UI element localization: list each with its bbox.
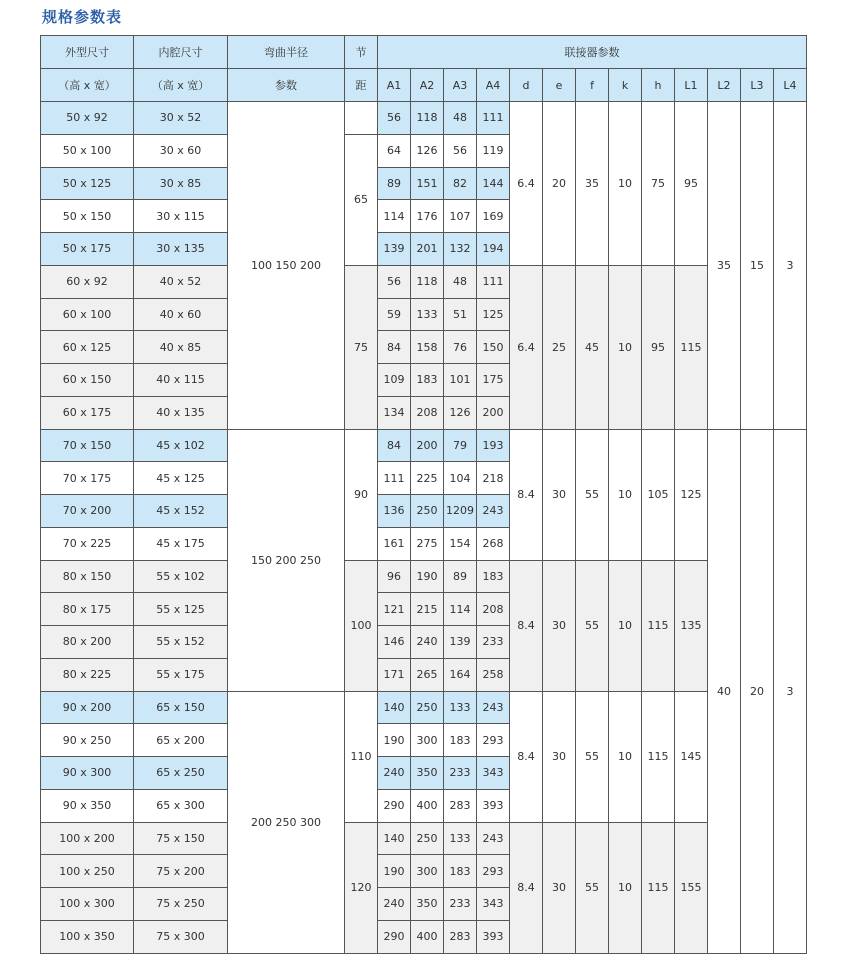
- a2-cell: 250: [411, 495, 444, 528]
- header-l1: L1: [675, 69, 708, 102]
- outer-size-cell: 100 x 350: [41, 920, 134, 953]
- outer-size-cell: 100 x 200: [41, 822, 134, 855]
- a3-cell: 48: [444, 265, 477, 298]
- header-pitch-bottom: 距: [345, 69, 378, 102]
- header-a2: A2: [411, 69, 444, 102]
- connector-f-cell: 55: [576, 822, 609, 953]
- a1-cell: 56: [378, 265, 411, 298]
- a4-cell: 194: [477, 233, 510, 266]
- pitch-cell: 120: [345, 822, 378, 953]
- outer-size-cell: 80 x 200: [41, 626, 134, 659]
- a4-cell: 393: [477, 789, 510, 822]
- bend-radius-cell: 150 200 250: [228, 429, 345, 691]
- a1-cell: 190: [378, 724, 411, 757]
- connector-d-cell: 6.4: [510, 265, 543, 429]
- a4-cell: 243: [477, 822, 510, 855]
- header-a3: A3: [444, 69, 477, 102]
- inner-size-cell: 65 x 250: [134, 757, 228, 790]
- header-l3: L3: [741, 69, 774, 102]
- inner-size-cell: 40 x 85: [134, 331, 228, 364]
- table-row: [41, 691, 807, 724]
- connector-h-cell: 115: [642, 560, 675, 691]
- a3-cell: 107: [444, 200, 477, 233]
- a1-cell: 290: [378, 920, 411, 953]
- connector-k-cell: 10: [609, 822, 642, 953]
- connector-d-cell: 8.4: [510, 822, 543, 953]
- inner-size-cell: 75 x 150: [134, 822, 228, 855]
- connector-h-cell: 95: [642, 265, 675, 429]
- connector-h-cell: 115: [642, 822, 675, 953]
- a3-cell: 183: [444, 855, 477, 888]
- a1-cell: 240: [378, 888, 411, 921]
- a2-cell: 133: [411, 298, 444, 331]
- connector-l1-cell: 115: [675, 265, 708, 429]
- a1-cell: 161: [378, 527, 411, 560]
- a4-cell: 125: [477, 298, 510, 331]
- bend-radius-cell: 100 150 200: [228, 102, 345, 430]
- a1-cell: 109: [378, 364, 411, 397]
- inner-size-cell: 55 x 152: [134, 626, 228, 659]
- outer-size-cell: 90 x 300: [41, 757, 134, 790]
- connector-l1-cell: 125: [675, 429, 708, 560]
- connector-k-cell: 10: [609, 560, 642, 691]
- a3-cell: 48: [444, 102, 477, 135]
- pitch-cell: 100: [345, 560, 378, 691]
- inner-size-cell: 40 x 60: [134, 298, 228, 331]
- a1-cell: 171: [378, 658, 411, 691]
- a1-cell: 240: [378, 757, 411, 790]
- a4-cell: 218: [477, 462, 510, 495]
- connector-e-cell: 30: [543, 429, 576, 560]
- a4-cell: 193: [477, 429, 510, 462]
- outer-size-cell: 100 x 250: [41, 855, 134, 888]
- a1-cell: 134: [378, 396, 411, 429]
- connector-d-cell: 6.4: [510, 102, 543, 266]
- header-k: k: [609, 69, 642, 102]
- inner-size-cell: 40 x 135: [134, 396, 228, 429]
- inner-size-cell: 75 x 200: [134, 855, 228, 888]
- connector-f-cell: 55: [576, 429, 609, 560]
- a1-cell: 140: [378, 691, 411, 724]
- a1-cell: 96: [378, 560, 411, 593]
- connector-d-cell: 8.4: [510, 691, 543, 822]
- outer-size-cell: 60 x 100: [41, 298, 134, 331]
- connector-d-cell: 8.4: [510, 560, 543, 691]
- a1-cell: 136: [378, 495, 411, 528]
- a4-cell: 243: [477, 495, 510, 528]
- a4-cell: 343: [477, 757, 510, 790]
- a2-cell: 275: [411, 527, 444, 560]
- a4-cell: 183: [477, 560, 510, 593]
- header-a4: A4: [477, 69, 510, 102]
- outer-size-cell: 50 x 92: [41, 102, 134, 135]
- connector-l1-cell: 155: [675, 822, 708, 953]
- header-outer-unit: （高 x 宽）: [41, 69, 134, 102]
- inner-size-cell: 65 x 150: [134, 691, 228, 724]
- header-l2: L2: [708, 69, 741, 102]
- header-inner-unit: （高 x 宽）: [134, 69, 228, 102]
- inner-size-cell: 75 x 300: [134, 920, 228, 953]
- table-body: [41, 102, 807, 954]
- table-row: [41, 429, 807, 462]
- connector-e-cell: 30: [543, 691, 576, 822]
- a3-cell: 133: [444, 691, 477, 724]
- a4-cell: 169: [477, 200, 510, 233]
- a2-cell: 208: [411, 396, 444, 429]
- inner-size-cell: 65 x 300: [134, 789, 228, 822]
- inner-size-cell: 45 x 102: [134, 429, 228, 462]
- header-bend-unit: 参数: [228, 69, 345, 102]
- inner-size-cell: 45 x 152: [134, 495, 228, 528]
- connector-h-cell: 105: [642, 429, 675, 560]
- connector-l1-cell: 135: [675, 560, 708, 691]
- a2-cell: 118: [411, 102, 444, 135]
- outer-size-cell: 70 x 200: [41, 495, 134, 528]
- pitch-cell: 75: [345, 265, 378, 429]
- connector-k-cell: 10: [609, 265, 642, 429]
- outer-size-cell: 80 x 225: [41, 658, 134, 691]
- a4-cell: 233: [477, 626, 510, 659]
- a3-cell: 104: [444, 462, 477, 495]
- a1-cell: 139: [378, 233, 411, 266]
- table-row: [41, 822, 807, 855]
- a4-cell: 111: [477, 265, 510, 298]
- a2-cell: 350: [411, 888, 444, 921]
- a3-cell: 1209: [444, 495, 477, 528]
- a3-cell: 56: [444, 134, 477, 167]
- outer-size-cell: 70 x 225: [41, 527, 134, 560]
- header-d: d: [510, 69, 543, 102]
- a2-cell: 118: [411, 265, 444, 298]
- header-h: h: [642, 69, 675, 102]
- inner-size-cell: 30 x 135: [134, 233, 228, 266]
- a3-cell: 139: [444, 626, 477, 659]
- a1-cell: 140: [378, 822, 411, 855]
- connector-l1-cell: 145: [675, 691, 708, 822]
- spec-table: [40, 35, 807, 954]
- a2-cell: 126: [411, 134, 444, 167]
- header-connector: 联接器参数: [378, 36, 807, 69]
- a3-cell: 79: [444, 429, 477, 462]
- a4-cell: 208: [477, 593, 510, 626]
- pitch-cell: 110: [345, 691, 378, 822]
- inner-size-cell: 65 x 200: [134, 724, 228, 757]
- a2-cell: 240: [411, 626, 444, 659]
- a2-cell: 158: [411, 331, 444, 364]
- a4-cell: 175: [477, 364, 510, 397]
- a1-cell: 190: [378, 855, 411, 888]
- connector-h-cell: 75: [642, 102, 675, 266]
- a3-cell: 101: [444, 364, 477, 397]
- bend-radius-cell: 200 250 300: [228, 691, 345, 953]
- inner-size-cell: 45 x 125: [134, 462, 228, 495]
- a1-cell: 121: [378, 593, 411, 626]
- outer-size-cell: 60 x 92: [41, 265, 134, 298]
- inner-size-cell: 40 x 52: [134, 265, 228, 298]
- header-a1: A1: [378, 69, 411, 102]
- a1-cell: 146: [378, 626, 411, 659]
- a1-cell: 84: [378, 429, 411, 462]
- a3-cell: 114: [444, 593, 477, 626]
- connector-f-cell: 35: [576, 102, 609, 266]
- a2-cell: 300: [411, 855, 444, 888]
- a3-cell: 89: [444, 560, 477, 593]
- connector-e-cell: 25: [543, 265, 576, 429]
- a4-cell: 258: [477, 658, 510, 691]
- a1-cell: 114: [378, 200, 411, 233]
- a3-cell: 76: [444, 331, 477, 364]
- outer-size-cell: 50 x 100: [41, 134, 134, 167]
- a1-cell: 111: [378, 462, 411, 495]
- inner-size-cell: 55 x 175: [134, 658, 228, 691]
- outer-size-cell: 100 x 300: [41, 888, 134, 921]
- outer-size-cell: 80 x 175: [41, 593, 134, 626]
- connector-l3-cell: 15: [741, 102, 774, 430]
- inner-size-cell: 30 x 60: [134, 134, 228, 167]
- inner-size-cell: 55 x 102: [134, 560, 228, 593]
- inner-size-cell: 30 x 52: [134, 102, 228, 135]
- a2-cell: 176: [411, 200, 444, 233]
- inner-size-cell: 75 x 250: [134, 888, 228, 921]
- page-title: 规格参数表: [42, 8, 123, 26]
- connector-l4-cell: 3: [774, 102, 807, 430]
- a4-cell: 293: [477, 724, 510, 757]
- outer-size-cell: 70 x 175: [41, 462, 134, 495]
- a3-cell: 132: [444, 233, 477, 266]
- outer-size-cell: 60 x 125: [41, 331, 134, 364]
- a3-cell: 233: [444, 888, 477, 921]
- a2-cell: 225: [411, 462, 444, 495]
- connector-k-cell: 10: [609, 102, 642, 266]
- a2-cell: 250: [411, 822, 444, 855]
- connector-l1-cell: 95: [675, 102, 708, 266]
- connector-f-cell: 55: [576, 560, 609, 691]
- header-l4: L4: [774, 69, 807, 102]
- a3-cell: 233: [444, 757, 477, 790]
- a4-cell: 268: [477, 527, 510, 560]
- a3-cell: 82: [444, 167, 477, 200]
- inner-size-cell: 55 x 125: [134, 593, 228, 626]
- a1-cell: 84: [378, 331, 411, 364]
- a4-cell: 150: [477, 331, 510, 364]
- a2-cell: 200: [411, 429, 444, 462]
- a2-cell: 215: [411, 593, 444, 626]
- a4-cell: 243: [477, 691, 510, 724]
- a4-cell: 293: [477, 855, 510, 888]
- a1-cell: 89: [378, 167, 411, 200]
- connector-e-cell: 20: [543, 102, 576, 266]
- connector-e-cell: 30: [543, 560, 576, 691]
- a1-cell: 64: [378, 134, 411, 167]
- outer-size-cell: 60 x 150: [41, 364, 134, 397]
- a3-cell: 51: [444, 298, 477, 331]
- a4-cell: 119: [477, 134, 510, 167]
- a2-cell: 400: [411, 789, 444, 822]
- a3-cell: 164: [444, 658, 477, 691]
- header-outer-size: 外型尺寸: [41, 36, 134, 69]
- connector-l2-cell: 40: [708, 429, 741, 953]
- inner-size-cell: 30 x 115: [134, 200, 228, 233]
- a2-cell: 350: [411, 757, 444, 790]
- header-pitch-top: 节: [345, 36, 378, 69]
- connector-l2-cell: 35: [708, 102, 741, 430]
- connector-k-cell: 10: [609, 429, 642, 560]
- connector-k-cell: 10: [609, 691, 642, 822]
- header-f: f: [576, 69, 609, 102]
- connector-e-cell: 30: [543, 822, 576, 953]
- table-row: [41, 265, 807, 298]
- a1-cell: 56: [378, 102, 411, 135]
- outer-size-cell: 90 x 350: [41, 789, 134, 822]
- a2-cell: 300: [411, 724, 444, 757]
- pitch-cell: 90: [345, 429, 378, 560]
- a3-cell: 283: [444, 789, 477, 822]
- connector-l3-cell: 20: [741, 429, 774, 953]
- outer-size-cell: 90 x 200: [41, 691, 134, 724]
- a4-cell: 200: [477, 396, 510, 429]
- header-e: e: [543, 69, 576, 102]
- a2-cell: 265: [411, 658, 444, 691]
- a4-cell: 393: [477, 920, 510, 953]
- a4-cell: 111: [477, 102, 510, 135]
- table-row: [41, 102, 807, 135]
- outer-size-cell: 80 x 150: [41, 560, 134, 593]
- a2-cell: 183: [411, 364, 444, 397]
- connector-f-cell: 55: [576, 691, 609, 822]
- a2-cell: 201: [411, 233, 444, 266]
- outer-size-cell: 60 x 175: [41, 396, 134, 429]
- outer-size-cell: 90 x 250: [41, 724, 134, 757]
- header-bend-radius: 弯曲半径: [228, 36, 345, 69]
- a2-cell: 190: [411, 560, 444, 593]
- a4-cell: 343: [477, 888, 510, 921]
- inner-size-cell: 30 x 85: [134, 167, 228, 200]
- connector-d-cell: 8.4: [510, 429, 543, 560]
- a3-cell: 283: [444, 920, 477, 953]
- a2-cell: 151: [411, 167, 444, 200]
- connector-l4-cell: 3: [774, 429, 807, 953]
- outer-size-cell: 70 x 150: [41, 429, 134, 462]
- a1-cell: 59: [378, 298, 411, 331]
- a3-cell: 133: [444, 822, 477, 855]
- pitch-cell: [345, 102, 378, 135]
- outer-size-cell: 50 x 175: [41, 233, 134, 266]
- connector-f-cell: 45: [576, 265, 609, 429]
- table-row: [41, 560, 807, 593]
- a2-cell: 400: [411, 920, 444, 953]
- outer-size-cell: 50 x 150: [41, 200, 134, 233]
- a2-cell: 250: [411, 691, 444, 724]
- pitch-cell: 65: [345, 134, 378, 265]
- outer-size-cell: 50 x 125: [41, 167, 134, 200]
- inner-size-cell: 40 x 115: [134, 364, 228, 397]
- a3-cell: 126: [444, 396, 477, 429]
- a3-cell: 183: [444, 724, 477, 757]
- connector-h-cell: 115: [642, 691, 675, 822]
- a3-cell: 154: [444, 527, 477, 560]
- a1-cell: 290: [378, 789, 411, 822]
- inner-size-cell: 45 x 175: [134, 527, 228, 560]
- header-inner-size: 内腔尺寸: [134, 36, 228, 69]
- a4-cell: 144: [477, 167, 510, 200]
